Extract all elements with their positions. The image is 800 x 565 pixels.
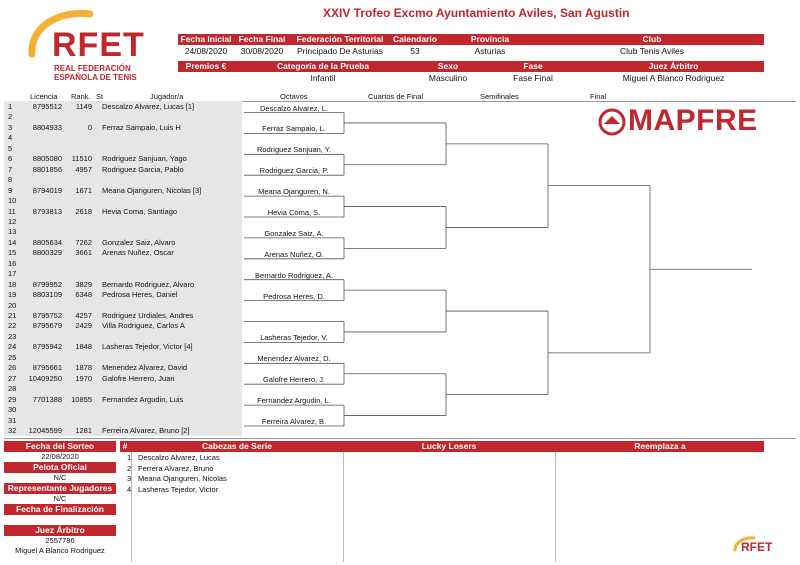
footer-replace-label: Reemplaza a <box>634 441 686 451</box>
player-draw-number: 16 <box>8 258 17 268</box>
player-draw-number: 13 <box>8 227 17 237</box>
player-draw-number: 5 <box>8 143 13 153</box>
col-cuartos: Cuartos de Final <box>368 92 424 101</box>
col-jugador: Jugador/a <box>150 92 184 101</box>
round16-player: Meana Ojanguren, N. <box>258 187 330 197</box>
player-draw-number: 6 <box>8 154 13 164</box>
footer-representante-label: Representante Jugadores <box>4 483 116 494</box>
col-rank: Rank. <box>71 92 91 101</box>
info2-h-juez: Juez Árbitro <box>648 61 699 71</box>
player-draw-number: 32 <box>8 425 17 435</box>
seed-name: Descalzo Alvarez, Lucas <box>138 453 220 462</box>
player-name: Fernandez Argudin, Luis <box>102 394 184 404</box>
player-draw-number: 22 <box>8 321 17 331</box>
round16-player: Hevia Coma, S. <box>267 208 321 217</box>
player-rank: 2429 <box>75 321 92 331</box>
player-draw-number: 29 <box>8 394 17 404</box>
tournament-title: XXIV Trofeo Excmo Ayuntamiento Aviles, San Agustin <box>323 6 630 20</box>
player-name: Ferreira Alvarez, Bruno [2] <box>102 425 190 435</box>
player-draw-number: 4 <box>8 133 13 143</box>
player-name: Descalzo Alvarez, Lucas [1] <box>102 102 195 111</box>
player-rank: 10855 <box>71 394 92 404</box>
footer-lucky-label: Lucky Losers <box>421 441 477 451</box>
info1-h-fecha-final: Fecha Final <box>238 34 286 44</box>
player-name: Ferraz Sampaio, Luis H <box>102 122 181 132</box>
player-draw-number: 9 <box>8 185 13 195</box>
info1-fecha-inicial: 24/08/2020 <box>184 46 228 56</box>
player-draw-number: 28 <box>8 384 17 394</box>
mapfre-logo <box>598 106 790 138</box>
info2-categoria: Infantil <box>310 73 336 83</box>
player-name: Hevia Coma, Santiago <box>102 206 178 216</box>
round16-player: Fernandez Argudin, L. <box>257 396 331 406</box>
player-draw-number: 17 <box>8 269 17 279</box>
footer-juez-lic: 2557786 <box>45 536 75 545</box>
player-rank: 1671 <box>75 185 92 195</box>
seed-number: 2 <box>127 463 132 473</box>
player-rank: 2618 <box>75 206 92 216</box>
player-draw-number: 14 <box>8 237 17 247</box>
info2-h-categoria: Categoría de la Prueba <box>276 61 370 71</box>
player-licencia: 8803109 <box>32 290 62 300</box>
player-name: Villa Rodriguez, Carlos A <box>102 321 185 331</box>
round16-player: Ferraz Sampaio, L. <box>262 124 326 134</box>
player-draw-number: 21 <box>8 311 17 320</box>
player-licencia: 7701388 <box>32 394 62 404</box>
player-draw-number: 15 <box>8 248 17 258</box>
round16-player: Galofre Herrero, J. <box>262 375 326 385</box>
player-name: Arenas Nuñez, Oscar <box>102 248 174 258</box>
player-name: Gonzalez Saiz, Alvaro <box>102 237 176 247</box>
col-semis: Semifinales <box>480 92 519 101</box>
rfet-logo-line1: REAL FEDERACIÓN <box>54 64 131 73</box>
footer-representante: N/C <box>53 494 67 503</box>
player-rank: 7262 <box>75 237 92 247</box>
seed-name: Meana Ojanguren, Nicolas <box>138 474 227 483</box>
info1-calendario: 53 <box>410 46 420 56</box>
player-draw-number: 19 <box>8 290 17 300</box>
player-name: Meana Ojanguren, Nicolas [3] <box>102 185 202 195</box>
player-licencia: 10409250 <box>28 373 62 383</box>
round16-player: Ferreira Alvarez, B. <box>261 417 327 426</box>
player-draw-number: 31 <box>8 415 17 425</box>
player-licencia: 12045599 <box>28 425 62 435</box>
info1-club: Club Tenis Aviles <box>620 46 684 56</box>
info1-h-provincia: Provincia <box>470 34 510 44</box>
player-name: Rodriguez Sanjuan, Yago <box>102 154 187 164</box>
seed-number: 3 <box>127 474 132 483</box>
player-draw-number: 26 <box>8 363 17 373</box>
player-draw-number: 30 <box>8 405 17 415</box>
player-licencia: 8793813 <box>32 206 62 216</box>
player-licencia: 8795752 <box>32 311 62 320</box>
info1-h-fecha-inicial: Fecha Inicial <box>180 34 232 44</box>
footer-pelota: N/C <box>53 473 67 482</box>
player-draw-number: 20 <box>8 300 17 310</box>
info1-h-calendario: Calendario <box>393 34 437 44</box>
info1-h-club: Club <box>642 34 662 44</box>
player-draw-number: 11 <box>8 206 16 216</box>
player-licencia: 8801856 <box>32 164 62 174</box>
rfet-small-logo-main: RFET <box>741 540 773 554</box>
info2-juez: Miguel A Blanco Rodriguez <box>622 73 725 83</box>
round16-player: Menendez Alvarez, D. <box>257 354 331 364</box>
player-draw-number: 2 <box>8 112 13 122</box>
player-draw-number: 18 <box>8 279 17 289</box>
player-licencia: 8794019 <box>32 185 62 195</box>
player-rank: 1970 <box>75 373 92 383</box>
footer-fecha-sorteo: 22/08/2020 <box>41 452 79 461</box>
player-name: Rodriguez Urdiales, Andres <box>102 311 194 320</box>
info2-h-fase: Fase <box>523 61 543 71</box>
player-rank: 6348 <box>75 290 92 300</box>
seed-name: Ferrera Alvarez, Bruno <box>138 463 214 473</box>
player-licencia: 8800329 <box>32 248 62 258</box>
player-rank: 3661 <box>75 248 92 258</box>
player-draw-number: 25 <box>8 352 17 362</box>
player-licencia: 8795942 <box>32 342 62 352</box>
rfet-logo-main: RFET <box>52 26 145 64</box>
player-name: Bernardo Rodriguez, Alvaro <box>102 279 195 289</box>
info1-h-federacion: Federación Territorial <box>296 34 384 44</box>
round16-player: Gonzalez Saiz, A. <box>264 228 324 238</box>
seed-number: 4 <box>127 484 132 494</box>
player-licencia: 8805634 <box>32 237 62 247</box>
player-draw-number: 24 <box>8 342 17 352</box>
round16-player: Arenas Nuñez, O. <box>264 249 324 259</box>
player-draw-number: 3 <box>8 122 13 132</box>
player-licencia: 8795679 <box>32 321 62 331</box>
player-licencia: 8804933 <box>32 122 62 132</box>
footer-pelota-label: Pelota Oficial <box>4 462 116 473</box>
player-name: Menendez Alvarez, David <box>102 363 188 373</box>
player-rank: 1878 <box>75 363 92 373</box>
round16-player: Rodriguez Garcia, P. <box>259 166 329 176</box>
player-rank: 1281 <box>75 425 92 435</box>
player-draw-number: 8 <box>8 175 13 185</box>
player-rank: 4957 <box>75 164 92 174</box>
col-licencia: Licencia <box>30 92 58 101</box>
seed-name: Lasheras Tejedor, Victor <box>138 484 219 494</box>
info1-provincia: Asturias <box>474 46 506 56</box>
player-name: Rodriguez Garcia, Pablo <box>102 164 184 174</box>
player-licencia: 8799952 <box>32 279 62 289</box>
info1-fecha-final: 30/08/2020 <box>240 46 284 56</box>
player-rank: 1848 <box>75 342 92 352</box>
player-draw-number: 10 <box>8 196 17 206</box>
round16-player: Descalzo Alvarez, L. <box>260 103 328 113</box>
round16-player: Rodriguez Sanjuan, Y. <box>257 145 331 155</box>
info2-h-sexo: Sexo <box>437 61 459 71</box>
footer-rule <box>4 438 796 439</box>
player-rank: 11510 <box>71 154 92 164</box>
round16-player: Lasheras Tejedor, V. <box>260 333 328 343</box>
footer-seeds-label: Cabezas de Serie <box>202 441 272 451</box>
player-name: Lasheras Tejedor, Victor [4] <box>102 342 193 352</box>
mapfre-text: MAPFRE <box>628 104 758 137</box>
info1-federacion: Principado De Asturias <box>297 46 383 56</box>
footer-fecha-sorteo-label: Fecha del Sorteo <box>4 441 116 452</box>
player-licencia: 8795512 <box>32 102 62 111</box>
player-draw-number: 23 <box>8 331 17 341</box>
player-name: Pedrosa Heres, Daniel <box>102 290 178 300</box>
player-draw-number: 1 <box>8 102 13 111</box>
col-final: Final <box>590 92 607 101</box>
player-draw-number: 27 <box>8 373 17 383</box>
info2-sexo: Masculino <box>428 73 468 83</box>
seed-number: 1 <box>127 453 132 462</box>
round16-player: Pedrosa Heres, D. <box>263 291 325 301</box>
footer-divider-3 <box>555 452 556 562</box>
info2-h-premios: Premios € <box>185 61 227 71</box>
footer-divider-2 <box>343 452 344 562</box>
player-rank: 4257 <box>75 311 92 320</box>
player-licencia: 8795661 <box>32 363 62 373</box>
footer-juez-name: Miguel A Blanco Rodriguez <box>15 546 105 555</box>
player-draw-number: 7 <box>8 164 13 174</box>
player-licencia: 8805080 <box>32 154 62 164</box>
player-rank: 3829 <box>75 279 92 289</box>
player-rank: 0 <box>87 122 92 132</box>
footer-hash-label: # <box>122 441 128 451</box>
footer-finalizacion-label: Fecha de Finalización <box>4 504 116 515</box>
rfet-small-logo <box>732 536 782 562</box>
round16-player: Bernardo Rodriguez, A. <box>255 270 333 280</box>
info2-fase: Fase Final <box>513 73 553 83</box>
player-rank: 1149 <box>75 102 92 111</box>
footer-juez-label: Juez Árbitro <box>4 525 116 536</box>
rfet-logo-line2: ESPAÑOLA DE TENIS <box>54 73 137 82</box>
mapfre-emblem-icon <box>598 108 626 136</box>
col-octavos: Octavos <box>280 92 308 101</box>
player-name: Galofre Herrero, Juan <box>102 373 175 383</box>
player-draw-number: 12 <box>8 216 17 226</box>
col-st: St <box>96 92 104 101</box>
